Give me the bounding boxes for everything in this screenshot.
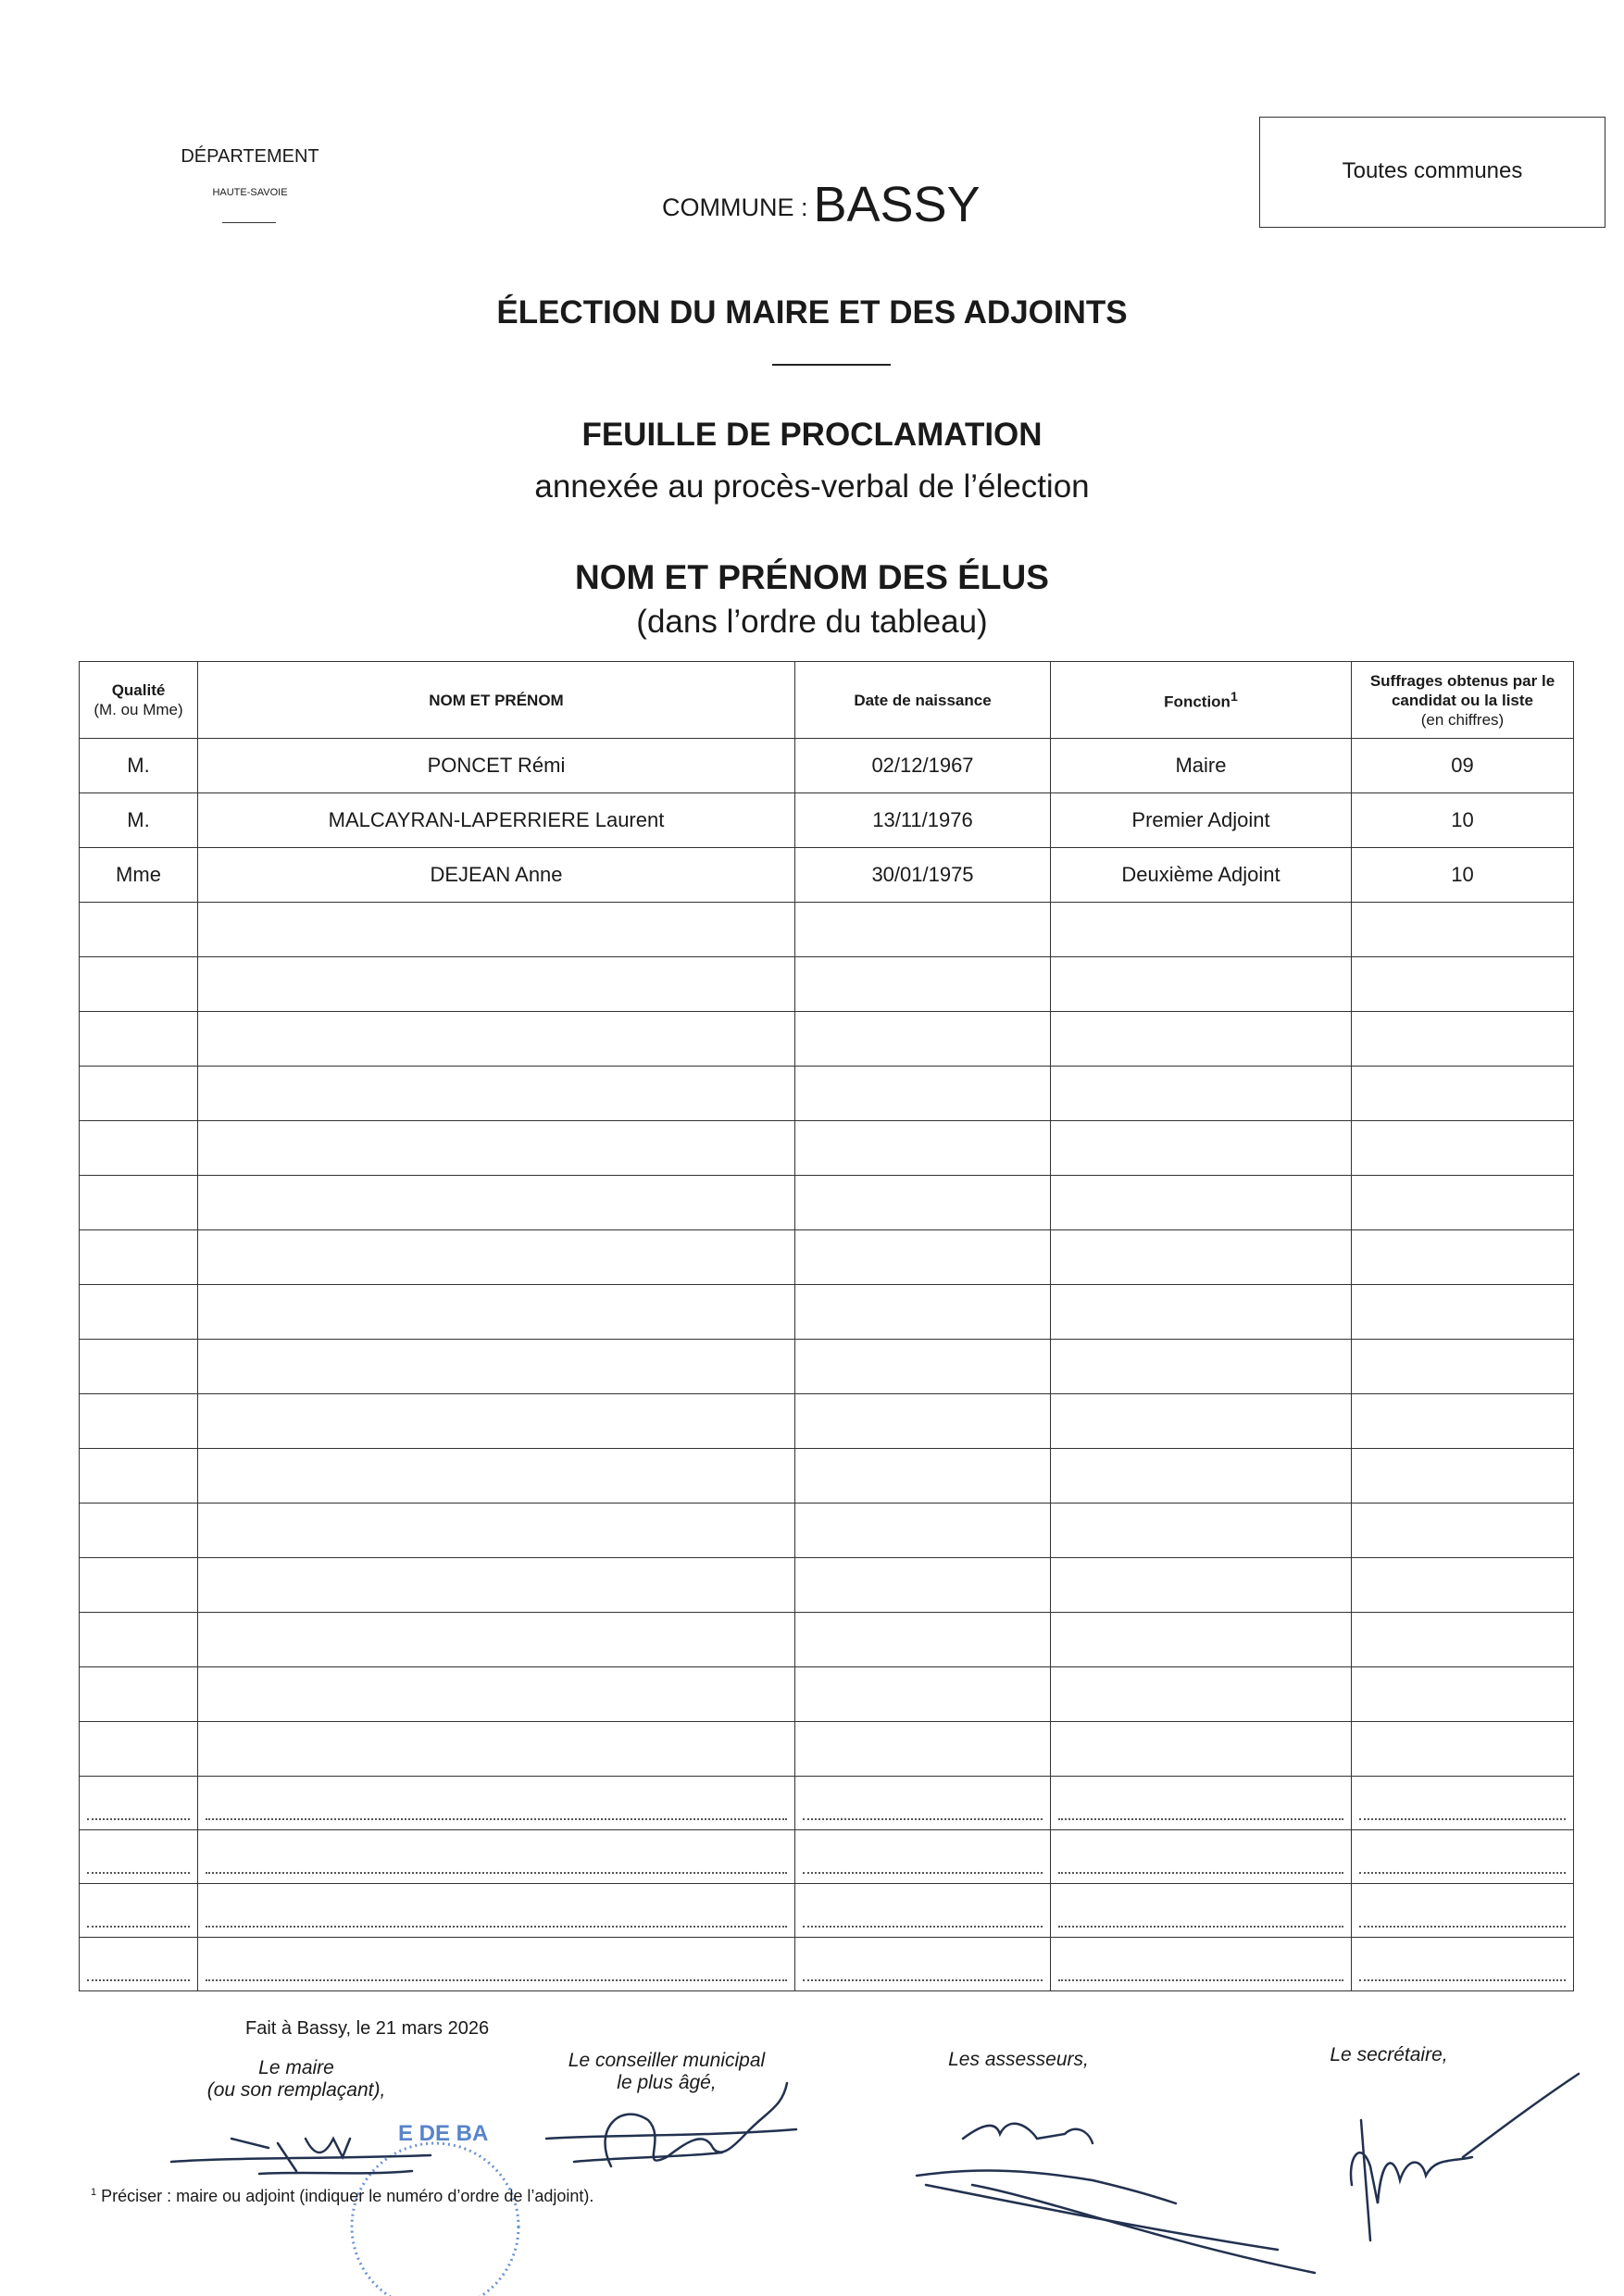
- dotted-line: [206, 1817, 787, 1820]
- cell-suffrages: [1352, 1830, 1574, 1884]
- cell-qualite: [80, 1504, 198, 1558]
- cell-qualite: Mme: [80, 848, 198, 903]
- toutes-communes-box: Toutes communes: [1259, 117, 1605, 228]
- dotted-line: [803, 1978, 1043, 1981]
- cell-fonction: [1051, 1285, 1352, 1340]
- stamp-icon: [352, 2121, 518, 2296]
- dotted-line: [1058, 1817, 1343, 1820]
- cell-nom: [198, 1012, 795, 1067]
- cell-suffrages: 10: [1352, 848, 1574, 903]
- dotted-line: [1058, 1978, 1343, 1981]
- table-row: [80, 793, 1574, 848]
- cell-suffrages: [1352, 1230, 1574, 1285]
- ordre-subtitle: (dans l’ordre du tableau): [636, 604, 988, 640]
- conseiller-label: Le conseiller municipal le plus âgé,: [568, 2050, 766, 2093]
- conseiller-signature-icon: [546, 2083, 796, 2166]
- cell-fonction: [1051, 1667, 1352, 1722]
- cell-fonction: [1051, 1449, 1352, 1504]
- cell-fonction: [1051, 957, 1352, 1012]
- empty-row: [80, 903, 1574, 957]
- cell-date: [795, 1558, 1051, 1613]
- commune-name: BASSY: [813, 177, 981, 232]
- title-rule: [772, 364, 891, 366]
- cell-suffrages: [1352, 1176, 1574, 1230]
- maire-label: Le maire (ou son remplaçant),: [206, 2057, 386, 2101]
- cell-qualite: [80, 1558, 198, 1613]
- empty-row: [80, 1449, 1574, 1504]
- cell-suffrages: [1352, 1667, 1574, 1722]
- departement-rule: [222, 222, 276, 223]
- dotted-line: [206, 1925, 787, 1928]
- cell-date: [795, 1394, 1051, 1449]
- cell-date: [795, 1067, 1051, 1121]
- cell-nom: [198, 1285, 795, 1340]
- election-title: ÉLECTION DU MAIRE ET DES ADJOINTS: [496, 294, 1128, 331]
- empty-row: [80, 1012, 1574, 1067]
- empty-row: [80, 1176, 1574, 1230]
- cell-nom: [198, 1722, 795, 1777]
- cell-fonction: [1051, 1613, 1352, 1667]
- commune-label: COMMUNE :: [662, 193, 808, 221]
- cell-date: 02/12/1967: [795, 739, 1051, 793]
- cell-nom: [198, 1121, 795, 1176]
- cell-qualite: M.: [80, 739, 198, 793]
- dotted-line: [87, 1925, 190, 1928]
- empty-row: [80, 1394, 1574, 1449]
- cell-suffrages: [1352, 1504, 1574, 1558]
- empty-row: [80, 1667, 1574, 1722]
- cell-suffrages: 09: [1352, 739, 1574, 793]
- cell-qualite: [80, 1340, 198, 1394]
- footnote: $^1$ Préciser : maire ou adjoint (indiquer le numéro d’ordre de l’adjoint).: [91, 2187, 594, 2205]
- dotted-row: [80, 1938, 1574, 1991]
- empty-row: [80, 1340, 1574, 1394]
- empty-row: [80, 1558, 1574, 1613]
- col-fonction: Fonction$^1$: [1051, 662, 1352, 739]
- cell-nom: [198, 1340, 795, 1394]
- cell-nom: [198, 1067, 795, 1121]
- cell-nom: [198, 903, 795, 957]
- cell-fonction: [1051, 1830, 1352, 1884]
- nom-prenom-title: NOM ET PRÉNOM DES ÉLUS: [575, 558, 1049, 596]
- cell-qualite: [80, 1394, 198, 1449]
- cell-fonction: Deuxième Adjoint: [1051, 848, 1352, 903]
- stamp-text: E DE BA: [398, 2121, 489, 2146]
- cell-date: [795, 1613, 1051, 1667]
- cell-date: [795, 1012, 1051, 1067]
- cell-suffrages: [1352, 1558, 1574, 1613]
- cell-nom: [198, 1613, 795, 1667]
- cell-qualite: [80, 1884, 198, 1938]
- dotted-line: [206, 1871, 787, 1874]
- col-qualite: Qualité (M. ou Mme): [80, 662, 198, 739]
- dotted-row: [80, 1830, 1574, 1884]
- empty-row: [80, 1504, 1574, 1558]
- elus-table: [79, 661, 1574, 1991]
- cell-qualite: [80, 1938, 198, 1991]
- cell-date: 30/01/1975: [795, 848, 1051, 903]
- cell-fonction: [1051, 1558, 1352, 1613]
- cell-fonction: [1051, 1884, 1352, 1938]
- cell-nom: [198, 1394, 795, 1449]
- dotted-line: [803, 1925, 1043, 1928]
- cell-qualite: [80, 1722, 198, 1777]
- cell-nom: [198, 1777, 795, 1830]
- cell-date: [795, 1230, 1051, 1285]
- cell-qualite: [80, 1012, 198, 1067]
- cell-date: [795, 1722, 1051, 1777]
- cell-suffrages: [1352, 903, 1574, 957]
- table-row: [80, 848, 1574, 903]
- cell-qualite: [80, 1067, 198, 1121]
- cell-date: [795, 957, 1051, 1012]
- empty-row: [80, 957, 1574, 1012]
- cell-qualite: [80, 1176, 198, 1230]
- empty-row: [80, 1067, 1574, 1121]
- cell-fonction: [1051, 1340, 1352, 1394]
- feuille-title: FEUILLE DE PROCLAMATION: [581, 417, 1043, 453]
- cell-fonction: Maire: [1051, 739, 1352, 793]
- departement-label: DÉPARTEMENT: [181, 146, 319, 167]
- col-nom: NOM ET PRÉNOM: [198, 662, 795, 739]
- dotted-line: [803, 1871, 1043, 1874]
- dotted-line: [1359, 1978, 1566, 1981]
- cell-nom: [198, 1884, 795, 1938]
- dotted-line: [1359, 1871, 1566, 1874]
- cell-date: [795, 1830, 1051, 1884]
- cell-date: 13/11/1976: [795, 793, 1051, 848]
- cell-suffrages: [1352, 1449, 1574, 1504]
- cell-qualite: [80, 957, 198, 1012]
- cell-fonction: [1051, 903, 1352, 957]
- maire-signature-icon: [171, 2139, 431, 2174]
- dotted-line: [1359, 1925, 1566, 1928]
- dotted-line: [803, 1817, 1043, 1820]
- cell-qualite: [80, 1285, 198, 1340]
- cell-nom: [198, 1230, 795, 1285]
- cell-qualite: M.: [80, 793, 198, 848]
- cell-fonction: [1051, 1176, 1352, 1230]
- cell-qualite: [80, 903, 198, 957]
- col-date: Date de naissance: [795, 662, 1051, 739]
- cell-fonction: [1051, 1230, 1352, 1285]
- cell-nom: PONCET Rémi: [198, 739, 795, 793]
- col-suffrages: Suffrages obtenus par le candidat ou la liste (en chiffres): [1352, 662, 1574, 739]
- cell-suffrages: [1352, 1067, 1574, 1121]
- empty-row: [80, 1722, 1574, 1777]
- cell-suffrages: [1352, 1340, 1574, 1394]
- cell-fonction: [1051, 1121, 1352, 1176]
- cell-suffrages: [1352, 1938, 1574, 1991]
- cell-suffrages: [1352, 1884, 1574, 1938]
- signatures-area: [0, 2018, 1624, 2296]
- dotted-row: [80, 1777, 1574, 1830]
- cell-fonction: [1051, 1394, 1352, 1449]
- departement-name: HAUTE-SAVOIE: [212, 187, 288, 198]
- cell-date: [795, 1938, 1051, 1991]
- cell-suffrages: [1352, 1285, 1574, 1340]
- secretaire-signature-icon: [1351, 2074, 1579, 2240]
- cell-nom: MALCAYRAN-LAPERRIERE Laurent: [198, 793, 795, 848]
- cell-date: [795, 1121, 1051, 1176]
- cell-nom: DEJEAN Anne: [198, 848, 795, 903]
- cell-date: [795, 1777, 1051, 1830]
- cell-nom: [198, 1938, 795, 1991]
- dotted-line: [87, 1871, 190, 1874]
- cell-fonction: [1051, 1938, 1352, 1991]
- cell-fonction: [1051, 1722, 1352, 1777]
- cell-qualite: [80, 1121, 198, 1176]
- table-row: [80, 739, 1574, 793]
- empty-row: [80, 1285, 1574, 1340]
- cell-fonction: [1051, 1504, 1352, 1558]
- cell-nom: [198, 1504, 795, 1558]
- cell-date: [795, 1340, 1051, 1394]
- dotted-line: [1359, 1817, 1566, 1820]
- cell-qualite: [80, 1230, 198, 1285]
- empty-row: [80, 1613, 1574, 1667]
- assesseurs-signature-icon: [917, 2124, 1315, 2273]
- cell-date: [795, 903, 1051, 957]
- cell-date: [795, 1884, 1051, 1938]
- cell-nom: [198, 957, 795, 1012]
- dotted-line: [1058, 1871, 1343, 1874]
- cell-nom: [198, 1449, 795, 1504]
- cell-suffrages: [1352, 1394, 1574, 1449]
- cell-suffrages: [1352, 1613, 1574, 1667]
- annexee-subtitle: annexée au procès-verbal de l’élection: [534, 468, 1090, 505]
- cell-suffrages: 10: [1352, 793, 1574, 848]
- cell-fonction: [1051, 1012, 1352, 1067]
- table-header-row: [80, 662, 1574, 739]
- cell-suffrages: [1352, 957, 1574, 1012]
- cell-date: [795, 1504, 1051, 1558]
- dotted-line: [87, 1817, 190, 1820]
- cell-nom: [198, 1558, 795, 1613]
- cell-qualite: [80, 1777, 198, 1830]
- cell-date: [795, 1667, 1051, 1722]
- dotted-line: [206, 1978, 787, 1981]
- cell-fonction: [1051, 1777, 1352, 1830]
- dotted-line: [87, 1978, 190, 1981]
- commune-line: [662, 176, 981, 233]
- fait-a: Fait à Bassy, le 21 mars 2026: [245, 2018, 490, 2039]
- cell-qualite: [80, 1449, 198, 1504]
- cell-qualite: [80, 1830, 198, 1884]
- cell-qualite: [80, 1613, 198, 1667]
- cell-date: [795, 1285, 1051, 1340]
- cell-qualite: [80, 1667, 198, 1722]
- assesseurs-label: Les assesseurs,: [948, 2049, 1089, 2070]
- cell-suffrages: [1352, 1012, 1574, 1067]
- cell-nom: [198, 1667, 795, 1722]
- cell-suffrages: [1352, 1121, 1574, 1176]
- cell-suffrages: [1352, 1777, 1574, 1830]
- cell-date: [795, 1176, 1051, 1230]
- cell-nom: [198, 1830, 795, 1884]
- empty-row: [80, 1121, 1574, 1176]
- cell-date: [795, 1449, 1051, 1504]
- dotted-row: [80, 1884, 1574, 1938]
- empty-row: [80, 1230, 1574, 1285]
- cell-fonction: [1051, 1067, 1352, 1121]
- cell-fonction: Premier Adjoint: [1051, 793, 1352, 848]
- secretaire-label: Le secrétaire,: [1330, 2044, 1448, 2065]
- cell-nom: [198, 1176, 795, 1230]
- dotted-line: [1058, 1925, 1343, 1928]
- cell-suffrages: [1352, 1722, 1574, 1777]
